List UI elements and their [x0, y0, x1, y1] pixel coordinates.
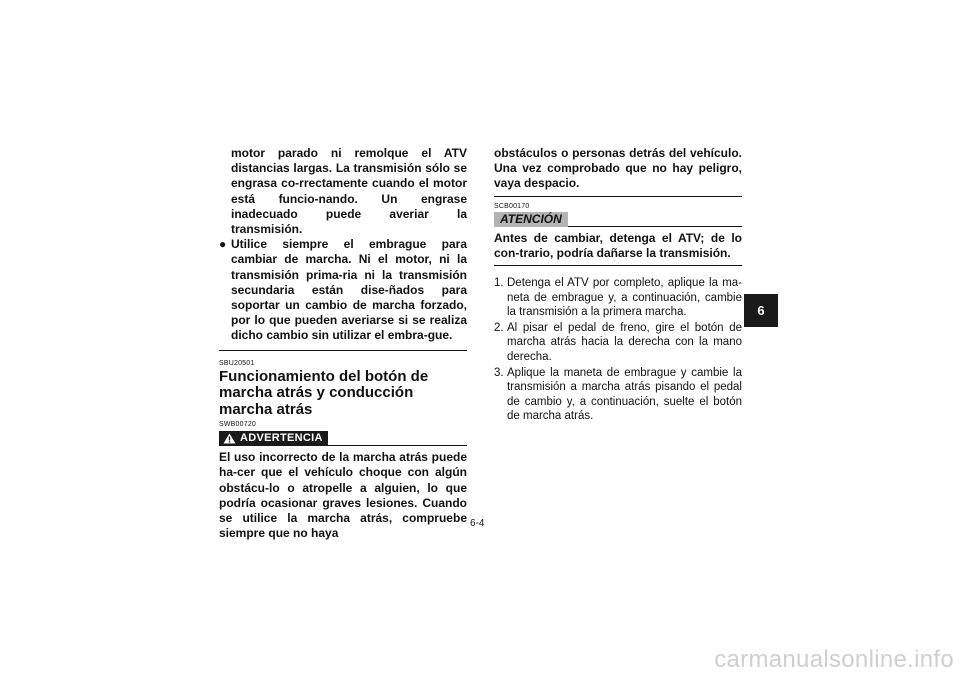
continuation-paragraph: motor parado ni remolque el ATV distancias largas. La transmisión sólo se engrasa co-rrectamente cuando el motor está funcio-nando. Un engrase inadecuado puede averiar la transmisión.: [231, 146, 467, 237]
page-number: 6-4: [470, 518, 485, 529]
caution-end-rule: [494, 265, 742, 266]
caution-rule: [568, 226, 742, 227]
bullet-item: [219, 237, 467, 343]
section-title: Funcionamiento del botón de marcha atrás y conducción marcha atrás: [219, 367, 429, 418]
warning-text: El uso incorrecto de la marcha atrás puede ha-cer que el vehículo choque con algún obstácu-lo o atropelle a alguien, lo que podría ocasionar graves lesiones. Cuando se utilice la marcha atrás, compruebe siempre que no haya: [219, 450, 467, 541]
caution-header: [494, 212, 742, 227]
section-divider: [219, 350, 467, 351]
list-item: [494, 276, 742, 320]
step-text: Detenga el ATV por completo, aplique la ma-neta de embrague y, a continuación, cambie la transmisión a la primera marcha.: [507, 277, 742, 319]
step-number: 1.: [494, 277, 504, 290]
warning-triangle-icon: [223, 433, 236, 444]
steps-list: [494, 276, 742, 424]
step-text: Al pisar el pedal de freno, gire el botón de marcha atrás hacia la derecha con la mano derecha.: [507, 321, 742, 363]
warning-label: ADVERTENCIA: [240, 432, 323, 445]
chapter-tab: 6: [744, 294, 778, 327]
step-number: 2.: [494, 321, 504, 334]
section-code: SBU20501: [219, 359, 255, 367]
bullet-text: Utilice siempre el embrague para cambiar de marcha. Ni el motor, ni la transmisión prima-ria ni la transmisión secundaria están dise-ñados para soportar un cambio de marcha forzado, por lo que pueden averiarse si se realiza dicho cambio sin utilizar el embra-gue.: [231, 237, 467, 343]
left-column: [219, 146, 467, 541]
caution-code: SCB00170: [494, 202, 530, 210]
caution-badge: ATENCIÓN: [494, 212, 568, 227]
list-item: [494, 321, 742, 365]
caution-text: Antes de cambiar, detenga el ATV; de lo con-trario, podría dañarse la transmisión.: [494, 230, 742, 260]
warning-rule: [328, 445, 467, 446]
warning-end-rule: [494, 196, 742, 197]
step-number: 3.: [494, 366, 504, 379]
warning-code: SWB00720: [219, 421, 257, 429]
warning-header: [219, 431, 467, 446]
list-item: [494, 366, 742, 424]
right-column: [494, 146, 742, 425]
watermark: carmanualsonline.info: [714, 646, 954, 673]
bullet-icon: ●: [219, 237, 227, 252]
warning-badge: [219, 431, 328, 446]
warning-continuation: obstáculos o personas detrás del vehículo. Una vez comprobado que no hay peligro, vaya despacio.: [494, 146, 742, 191]
step-text: Aplique la maneta de embrague y cambie la transmisión a marcha atrás pisando el pedal de cambio y, a continuación, suelte el botón de marcha atrás.: [507, 366, 742, 423]
